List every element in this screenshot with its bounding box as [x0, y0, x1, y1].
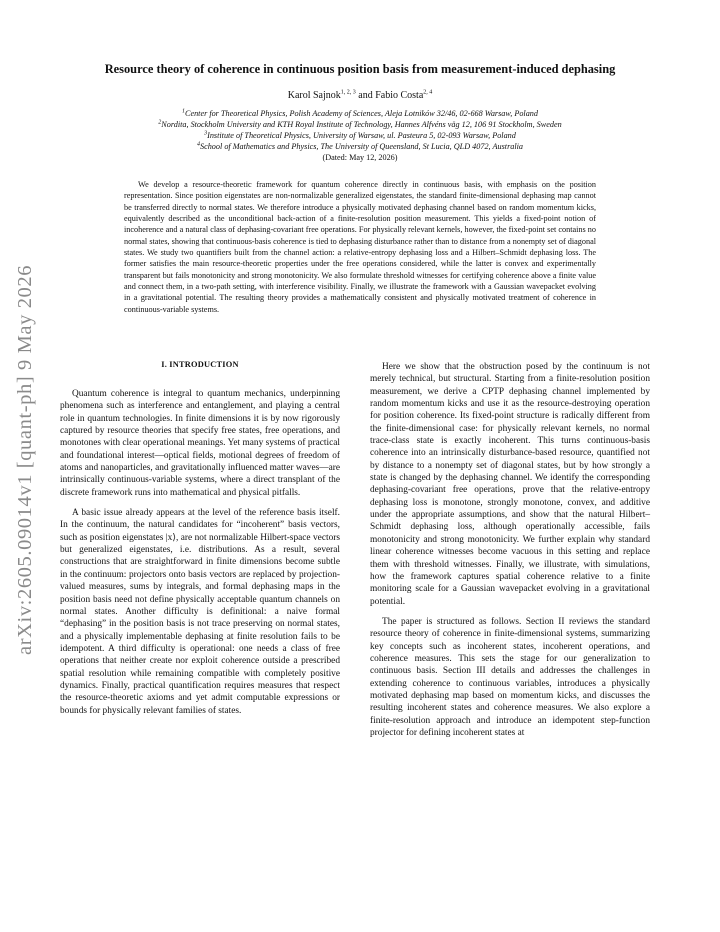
affiliation-line — [60, 130, 660, 141]
author-affil-marks: 2, 4 — [423, 89, 433, 96]
affiliation-text: Nordita, Stockholm University and KTH Royal Institute of Technology, Hannes Alfvéns väg 12, 106 91 Stockholm, Sweden — [161, 120, 562, 130]
affiliation-line — [60, 108, 660, 119]
affiliation-mark: 1 — [181, 108, 185, 115]
affiliations — [60, 108, 660, 163]
affiliation-mark: 2 — [158, 119, 162, 126]
author-line — [60, 90, 660, 101]
affiliation-line — [60, 141, 660, 152]
body-paragraph: Quantum coherence is integral to quantum mechanics, underpinning phenomena such as interference and entanglement, and playing a central role in quantum technologies. In finite dimensions it is by now rigorously captured by resource theories that specify free states, free operations, and monotones with clear operational meanings. Yet many systems of practical and foundational interest—optical fields, motional degrees of freedom of atoms and nanoparticles, and gravitationally influenced matter waves—are intrinsically continuous-variable systems, where a direct transplant of the discrete framework runs into mathematical and physical pitfalls. — [60, 389, 340, 498]
author-name: Karol Sajnok — [287, 90, 341, 101]
affiliation-text: Center for Theoretical Physics, Polish Academy of Sciences, Aleja Lotników 32/46, 02-668 Warsaw, Poland — [184, 109, 538, 118]
affiliation-text: Institute of Theoretical Physics, University of Warsaw, ul. Pasteura 5, 02-093 Warsaw, Poland — [207, 131, 516, 141]
arxiv-identifier: arXiv:2605.09014v1 [quant-ph] 9 May 2026 — [14, 264, 36, 655]
date-line: (Dated: May 12, 2026) — [322, 153, 398, 163]
author-conjunction: and — [358, 90, 373, 101]
affiliation-mark: 3 — [204, 130, 208, 137]
body-paragraph: Here we show that the obstruction posed by the continuum is not merely technical, but structural. Starting from a finite-resolution position measurement, we derive a CPTP dephasing channel implemented by random momentum kicks and use it as the resource-destroying operation for position coherence. Its fixed-point structure is radically different from the finite-dimensional case: for physically relevant kernels, no normal trace-class state is exactly incoherent. This turns continuous-basis coherence into an intrinsically disturbance-based resource, quantified not by distance to a nonempty set of diagonal states, but by how strongly a state is changed by the dephasing channel. We identify the corresponding dephasing-covariant free operations, prove that the relative-entropy dephasing loss is monotone, strongly monotone, convex, and additive under the appropriate assumptions, and show that the natural Hilbert–Schmidt dephasing loss, although operationally accessible, fails monotonicity and strong monotonicity. We further explain why standard linear coherence witnesses become vacuous in this setting and replace them with threshold witnesses. Finally, we illustrate, with simulations, how the framework captures spatial coherence relative to a finite monitoring scale for a Gaussian wavepacket evolving in a gravitational potential. — [370, 362, 650, 607]
author-affil-marks: 1, 2, 3 — [340, 89, 356, 96]
affiliation-text: School of Mathematics and Physics, The University of Queensland, St Lucia, QLD 4072, Australia — [199, 142, 523, 152]
left-column — [60, 388, 340, 725]
right-column — [370, 361, 650, 747]
paper-title: Resource theory of coherence in continuous position basis from measurement-induced dephasing — [104, 62, 616, 76]
body-paragraph: A basic issue already appears at the level of the reference basis itself. In the continuum, the natural candidates for “incoherent” basis vectors, such as position eigenstates |x⟩, are not normalizable Hilbert-space vectors but generalized eigenstates, i.e. distributions. As a result, several constructions that are straightforward in finite dimensions become subtle in the continuum: projectors onto basis vectors are replaced by projection-valued measures, sums by integrals, and formal dephasing maps in the position basis need not define physically acceptable quantum channels on normal states. Another difficulty is definitional: a naive formal “dephasing” in the position basis is not trace preserving on normal states, and a physically implementable dephasing at finite resolution fails to be idempotent. A third difficulty is operational: one needs a class of free operations that neither create nor exploit coherence outside a prescribed spatial resolution while remaining compatible with completely positive dynamics. Finally, practical quantification requires measures that respect the resource-theoretic axioms and yet admit computable expressions or bounds for physically relevant families of states. — [60, 508, 340, 716]
author-name: Fabio Costa — [375, 90, 424, 101]
affiliation-mark: 4 — [196, 141, 200, 148]
abstract: We develop a resource-theoretic framework for quantum coherence directly in continuous basis, with emphasis on the position representation. Since position eigenstates are non-normalizable generalized eigenstates, the standard finite-dimensional dephasing map cannot be transferred directly to normal states. We therefore introduce a physically motivated dephasing channel based on random momentum kicks, equivalently described as the unconditional back-action of a finite-resolution position measurement. This yields a fixed-point notion of incoherence and a natural class of dephasing-covariant free operations. For physically relevant kernels, however, the fixed-point set contains no normal states, showing that continuous-basis coherence is tied to dephasing disturbance rather than to distance from a nonempty set of diagonal states. We study two quantifiers built from the channel action: a relative-entropy dephasing loss and a Hilbert–Schmidt dephasing loss. The former satisfies the main resource-theoretic properties under the free operations considered, while the latter is convex and experimentally transparent but fails monotonicity and strong monotonicity. We also formulate threshold witnesses for certifying coherence above a finite value and connect them, in a two-path setting, with interference visibility. Finally, we illustrate the framework with a Gaussian wavepacket evolving in a gravitational potential. The resulting theory provides a mathematically consistent and physically motivated treatment of coherence in continuous-variable systems. — [124, 180, 596, 314]
affiliation-line — [60, 119, 660, 130]
body-paragraph: The paper is structured as follows. Section II reviews the standard resource theory of coherence in finite-dimensional systems, summarizing key concepts such as incoherent states, incoherent operations, and coherence measures. This sets the stage for our generalization to continuous basis. Section III details and addresses the challenges in extending coherence to continuous variables, introduces a physically motivated dephasing map based on momentum kicks, and discusses the resulting incoherent states and coherence measures. We also explore a finite-resolution approach and introduce an idempotent step-function projector for defining incoherent states at — [370, 616, 650, 738]
section-heading: I. INTRODUCTION — [161, 360, 239, 369]
